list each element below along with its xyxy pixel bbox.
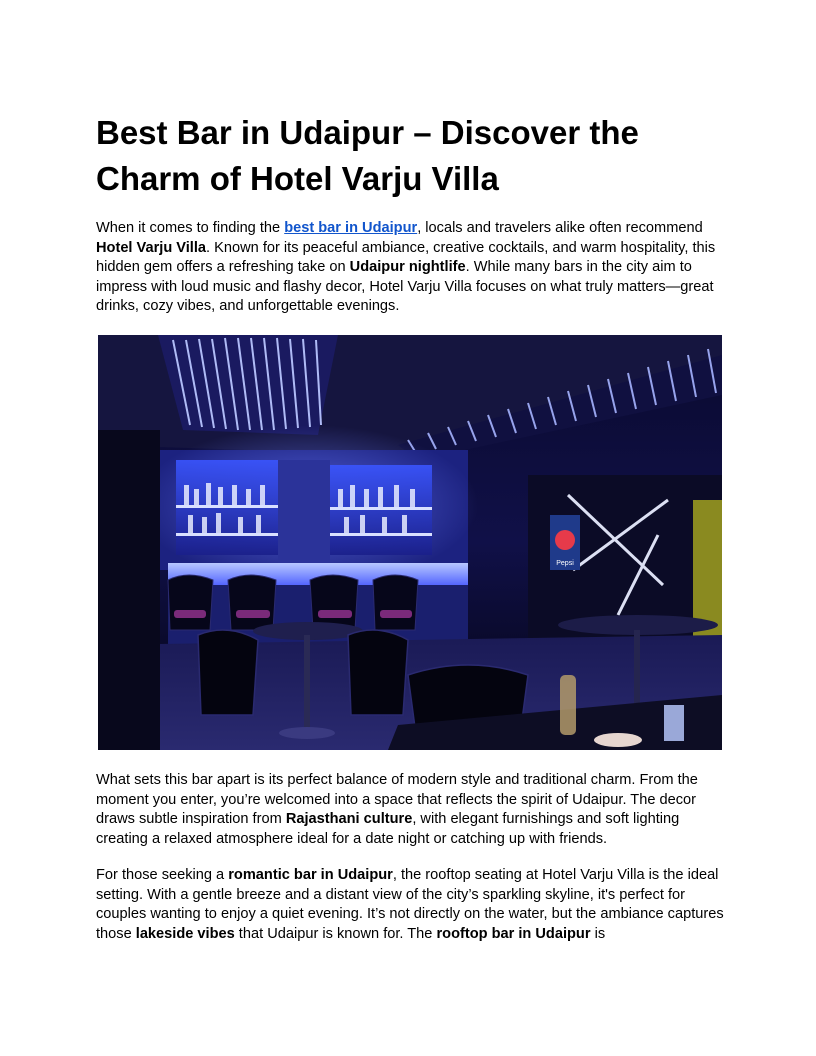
style-paragraph bbox=[96, 771, 724, 849]
romantic-paragraph bbox=[96, 866, 724, 944]
para3-text-2: , the rooftop seating at Hotel Varju Villa is the ideal setting. With a gentle breeze and a distant view of the city’s sparkling skyline, it's perfect for couples wanting to enjoy a quiet evening. It’s not directly on the water, but the ambiance captures those bbox=[96, 867, 724, 942]
para2-text-2: , with elegant furnishings and soft lighting creating a relaxed atmosphere ideal for a date night or catching up with friends. bbox=[96, 811, 680, 847]
para3-bold-rooftop: rooftop bar in Udaipur bbox=[436, 925, 591, 942]
para3-text-3: that Udaipur is known for. The bbox=[234, 925, 437, 942]
para3-text-1: For those seeking a bbox=[96, 867, 229, 883]
pepsi-sign-text: Pepsi bbox=[556, 560, 574, 567]
bar-interior-illustration bbox=[98, 335, 722, 750]
intro-text-3: . Known for its peaceful ambiance, creative cocktails, and warm hospitality, this hidden gem offers a refreshing take on bbox=[96, 239, 716, 275]
bar-interior-photo bbox=[98, 335, 722, 750]
para3-bold-lakeside: lakeside vibes bbox=[135, 925, 235, 942]
intro-bold-nightlife: Udaipur nightlife bbox=[349, 259, 466, 275]
intro-text-4: . While many bars in the city aim to impress with loud music and flashy decor, Hotel Varju Villa focuses on what truly matters—great drinks, cozy vibes, and unforgettable evenings. bbox=[96, 259, 714, 314]
para3-text-4: is bbox=[590, 925, 606, 942]
intro-paragraph bbox=[96, 219, 724, 317]
para2-bold-culture: Rajasthani culture bbox=[285, 811, 413, 827]
best-bar-link[interactable]: best bar in Udaipur bbox=[284, 220, 418, 236]
page-title: Best Bar in Udaipur – Discover the Charm of Hotel Varju Villa bbox=[96, 114, 639, 197]
para3-bold-romantic: romantic bar in Udaipur bbox=[228, 867, 393, 883]
intro-text-2: , locals and travelers alike often recommend bbox=[417, 220, 703, 236]
intro-bold-hotel: Hotel Varju Villa bbox=[96, 239, 207, 256]
intro-text-1: When it comes to finding the bbox=[96, 220, 285, 236]
para2-text-1: What sets this bar apart is its perfect balance of modern style and traditional charm. From the moment you enter, you’re welcomed into a space that reflects the spirit of Udaipur. The decor draws subtle inspiration from bbox=[96, 772, 698, 827]
